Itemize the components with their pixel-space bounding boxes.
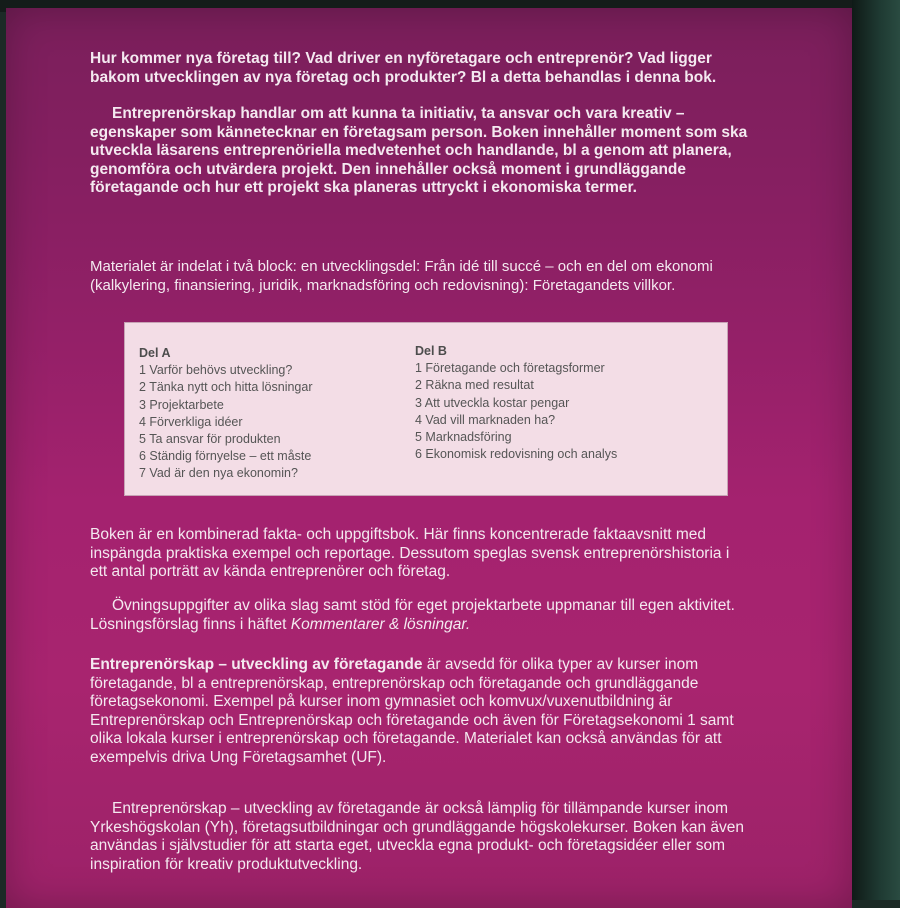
part-a-item: 2 Tänka nytt och hitta lösningar [139,380,313,395]
book-info-text-1: Boken är en kombinerad fakta- och uppgiftsbok. Här finns koncentrerade faktaavsnitt med inspängda praktiska exempel och reportage. Dessutom speglas svensk entreprenörshistoria i ett antal porträtt av kända entreprenörer och företag. [90,526,730,580]
booklet-title: Kommentarer & lösningar. [290,615,471,633]
materials-text: Materialet är indelat i två block: en utvecklingsdel: Från idé till succé – och en del om ekonomi (kalkylering, finansiering, juridik, marknadsföring och redovisning): Företagandets villkor. [90,258,713,294]
target-paragraph-2 [90,800,750,874]
part-b-item: 4 Vad vill marknaden ha? [415,412,556,427]
part-a-item: 6 Ständig förnyelse – ett måste [139,449,312,464]
book-spine-edge [852,0,900,900]
part-b-item: 5 Marknadsföring [415,430,512,445]
part-a-item: 4 Förverkliga idéer [139,414,243,429]
intro-paragraph-1 [90,50,750,87]
part-a-item: 3 Projektarbete [139,397,224,412]
part-a-heading: Del A [139,346,171,360]
part-b-item: 3 Att utveckla kostar pengar [415,395,570,410]
book-info-text-2-start: Övningsuppgifter av olika slag samt stöd för eget projektarbete uppmanar till egen aktivitet. Lösningsförslag finns i häftet [90,597,735,633]
book-info-paragraph-1 [90,526,750,582]
intro-paragraph-2 [90,105,750,198]
part-a-item: 7 Vad är den nya ekonomin? [139,466,298,481]
target-text-1-rest: är avsedd för olika typer av kurser inom företagande, bl a entreprenörskap, entreprenörskap och företagande och grundläggande företagsekonomi. Exempel på kurser inom gymnasiet och komvux/vuxenutbildning är Entreprenörskap och Entreprenörskap och företagande och även för Företagsekonomi 1 samt olika lokala kurser i entreprenörskap och företagande. Materialet kan också användas för att exempelvis driva Ung Företagsamhet (UF). [90,656,734,766]
part-b-item: 1 Företagande och företagsformer [415,361,605,376]
book-info-text-2 [90,597,750,634]
materials-paragraph [90,258,750,295]
part-a-item: 5 Ta ansvar för produkten [139,432,281,447]
intro-text-2: Entreprenörskap handlar om att kunna ta initiativ, ta ansvar och vara kreativ – egenskaper som kännetecknar en företagsam person. Boken innehåller moment som ska utveckla läsarens entreprenöriella medvetenhet och handlande, bl a genom att planera, genomföra och utvärdera projekt. Den innehåller också moment i grundläggande företagande och hur ett projekt ska planeras uttryckt i ekonomiska termer. [90,105,748,196]
book-title-inline: Entreprenörskap – utveckling av företagande [90,656,423,673]
part-a-column [139,345,313,483]
target-paragraph-1 [90,656,750,767]
part-b-heading: Del B [415,344,447,358]
book-info-paragraph-2 [90,597,750,634]
target-text-1 [90,656,750,767]
part-b-item: 2 Räkna med resultat [415,378,534,393]
part-b-column [415,343,617,463]
part-a-item: 1 Varför behövs utveckling? [139,363,293,378]
target-text-2: Entreprenörskap – utveckling av företagande är också lämplig för tillämpande kurser inom Yrkeshögskolan (Yh), företagsutbildningar och grundläggande högskolekurser. Boken kan även användas i självstudier för att starta eget, utveckla egna produkt- och företagsidéer eller som inspiration för kreativ produktutveckling. [90,800,745,873]
intro-text-1: Hur kommer nya företag till? Vad driver en nyföretagare och entreprenör? Vad ligger bakom utvecklingen av nya företag och produkter? Bl a detta behandlas i denna bok. [90,50,717,86]
part-b-item: 6 Ekonomisk redovisning och analys [415,447,618,462]
contents-box [124,322,728,496]
